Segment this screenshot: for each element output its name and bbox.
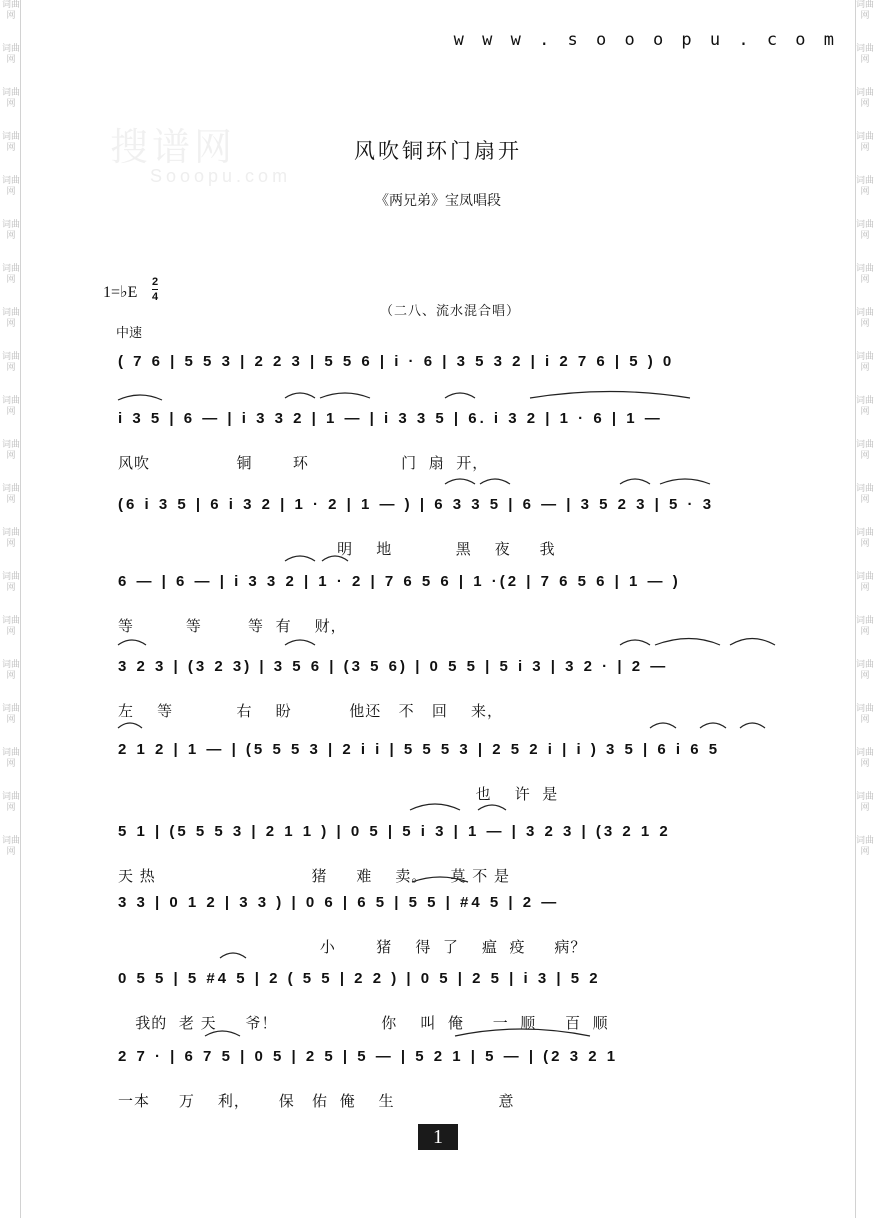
margin-mark: 词曲网 [2,396,20,417]
score-system-10 [0,1040,876,1130]
margin-mark: 词曲网 [2,572,20,593]
margin-mark: 词曲网 [856,528,874,549]
margin-mark: 词曲网 [2,792,20,813]
song-subtitle: 《两兄弟》宝凤唱段 [375,193,501,209]
score-system-6 [0,733,876,823]
song-title: 风吹铜环门扇开 [354,139,522,163]
lyric-line: 小 猪 得 了 瘟 疫 病？ [118,938,587,956]
background-watermark: 搜谱网 [110,125,237,169]
margin-mark: 词曲网 [856,484,874,505]
margin-mark: 词曲网 [2,220,20,241]
margin-mark: 词曲网 [856,176,874,197]
notation-line: 5 1 | (5 5 5 3 | 2 1 1 ) | 0 5 | 5 i 3 | 1 — | 3 2 3 | (3 2 1 2 [118,823,671,840]
margin-mark: 词曲网 [856,660,874,681]
margin-mark: 词曲网 [856,264,874,285]
margin-mark: 词曲网 [2,0,20,21]
margin-mark: 词曲网 [2,44,20,65]
margin-mark: 词曲网 [2,616,20,637]
margin-mark: 词曲网 [2,308,20,329]
site-url: w w w . s o o o p u . c o m [453,30,838,50]
score-system-9 [0,962,876,1052]
page-number: 1 [418,1124,458,1150]
score-system-5 [0,650,876,740]
tempo-marking: 中速 [116,326,143,341]
margin-mark: 词曲网 [2,352,20,373]
notation-line: 0 5 5 | 5 #4 5 | 2 ( 5 5 | 2 2 ) | 0 5 | 2 5 | i 3 | 5 2 [118,970,601,987]
lyric-line: 也 许 是 [118,785,559,803]
lyric-line: 天 热 猪 难 卖。 莫 不 是 [118,867,511,885]
margin-mark: 词曲网 [856,44,874,65]
margin-mark: 词曲网 [856,704,874,725]
margin-mark: 词曲网 [2,484,20,505]
margin-mark: 词曲网 [856,0,874,21]
margin-mark: 词曲网 [2,528,20,549]
margin-mark: 词曲网 [2,440,20,461]
margin-mark: 词曲网 [856,352,874,373]
margin-mark: 词曲网 [2,836,20,857]
lyric-line: 明 地 黑 夜 我 [118,540,556,558]
margin-mark: 词曲网 [856,748,874,769]
margin-mark: 词曲网 [2,704,20,725]
lyric-line: 一本 万 利， 保 佑 俺 生 意 [118,1092,515,1110]
margin-mark: 词曲网 [856,396,874,417]
margin-mark: 词曲网 [2,264,20,285]
notation-line: 2 7 · | 6 7 5 | 0 5 | 2 5 | 5 — | 5 2 1 | 5 — | (2 3 2 1 [118,1048,619,1065]
lyric-line: 我的 老 天 爷！ 你 叫 俺 一 顺 百 顺 [118,1014,609,1032]
margin-mark: 词曲网 [856,220,874,241]
notation-line: i 3 5 | 6 — | i 3 3 2 | 1 — | i 3 3 5 | 6. i 3 2 | 1 · 6 | 1 — [118,410,663,427]
notation-line: ( 7 6 | 5 5 3 | 2 2 3 | 5 5 6 | i · 6 | 3 5 3 2 | i 2 7 6 | 5 ) 0 [118,353,675,370]
notation-line: (6 i 3 5 | 6 i 3 2 | 1 · 2 | 1 — ) | 6 3 3 5 | 6 — | 3 5 2 3 | 5 · 3 [118,496,715,513]
margin-mark: 词曲网 [2,132,20,153]
margin-mark: 词曲网 [856,792,874,813]
margin-mark: 词曲网 [856,572,874,593]
notation-line: 2 1 2 | 1 — | (5 5 5 3 | 2 i i | 5 5 5 3 | 2 5 2 i | i ) 3 5 | 6 i 6 5 [118,741,721,758]
lyric-line: 风吹 铜 环 门 扇 开， [118,454,489,472]
margin-mark: 词曲网 [2,176,20,197]
style-note: （二八、流水混合唱） [380,304,521,319]
margin-mark: 词曲网 [856,836,874,857]
background-watermark-url: Sooopu.com [150,166,292,186]
notation-line: 3 3 | 0 1 2 | 3 3 ) | 0 6 | 6 5 | 5 5 | #4 5 | 2 — [118,894,560,911]
lyric-line: 左 等 右 盼 他还 不 回 来， [118,702,503,720]
margin-mark: 词曲网 [2,660,20,681]
meter-bottom: 4 [152,291,159,303]
margin-mark: 词曲网 [856,308,874,329]
margin-mark: 词曲网 [2,748,20,769]
key-signature: 1=♭E [103,284,138,301]
score-system-4 [0,565,876,655]
meter-top: 2 [152,276,159,288]
score-system-2 [0,402,876,492]
notation-line: 6 — | 6 — | i 3 3 2 | 1 · 2 | 7 6 5 6 | 1 ·(2 | 7 6 5 6 | 1 — ) [118,573,681,590]
notation-line: 3 2 3 | (3 2 3) | 3 5 6 | (3 5 6) | 0 5 5 | 5 i 3 | 3 2 · | 2 — [118,658,669,675]
margin-mark: 词曲网 [856,132,874,153]
margin-mark: 词曲网 [856,88,874,109]
time-signature [152,276,158,303]
lyric-line: 等 等 等 有 财， [118,617,347,635]
margin-mark: 词曲网 [2,88,20,109]
margin-mark: 词曲网 [856,440,874,461]
margin-mark: 词曲网 [856,616,874,637]
